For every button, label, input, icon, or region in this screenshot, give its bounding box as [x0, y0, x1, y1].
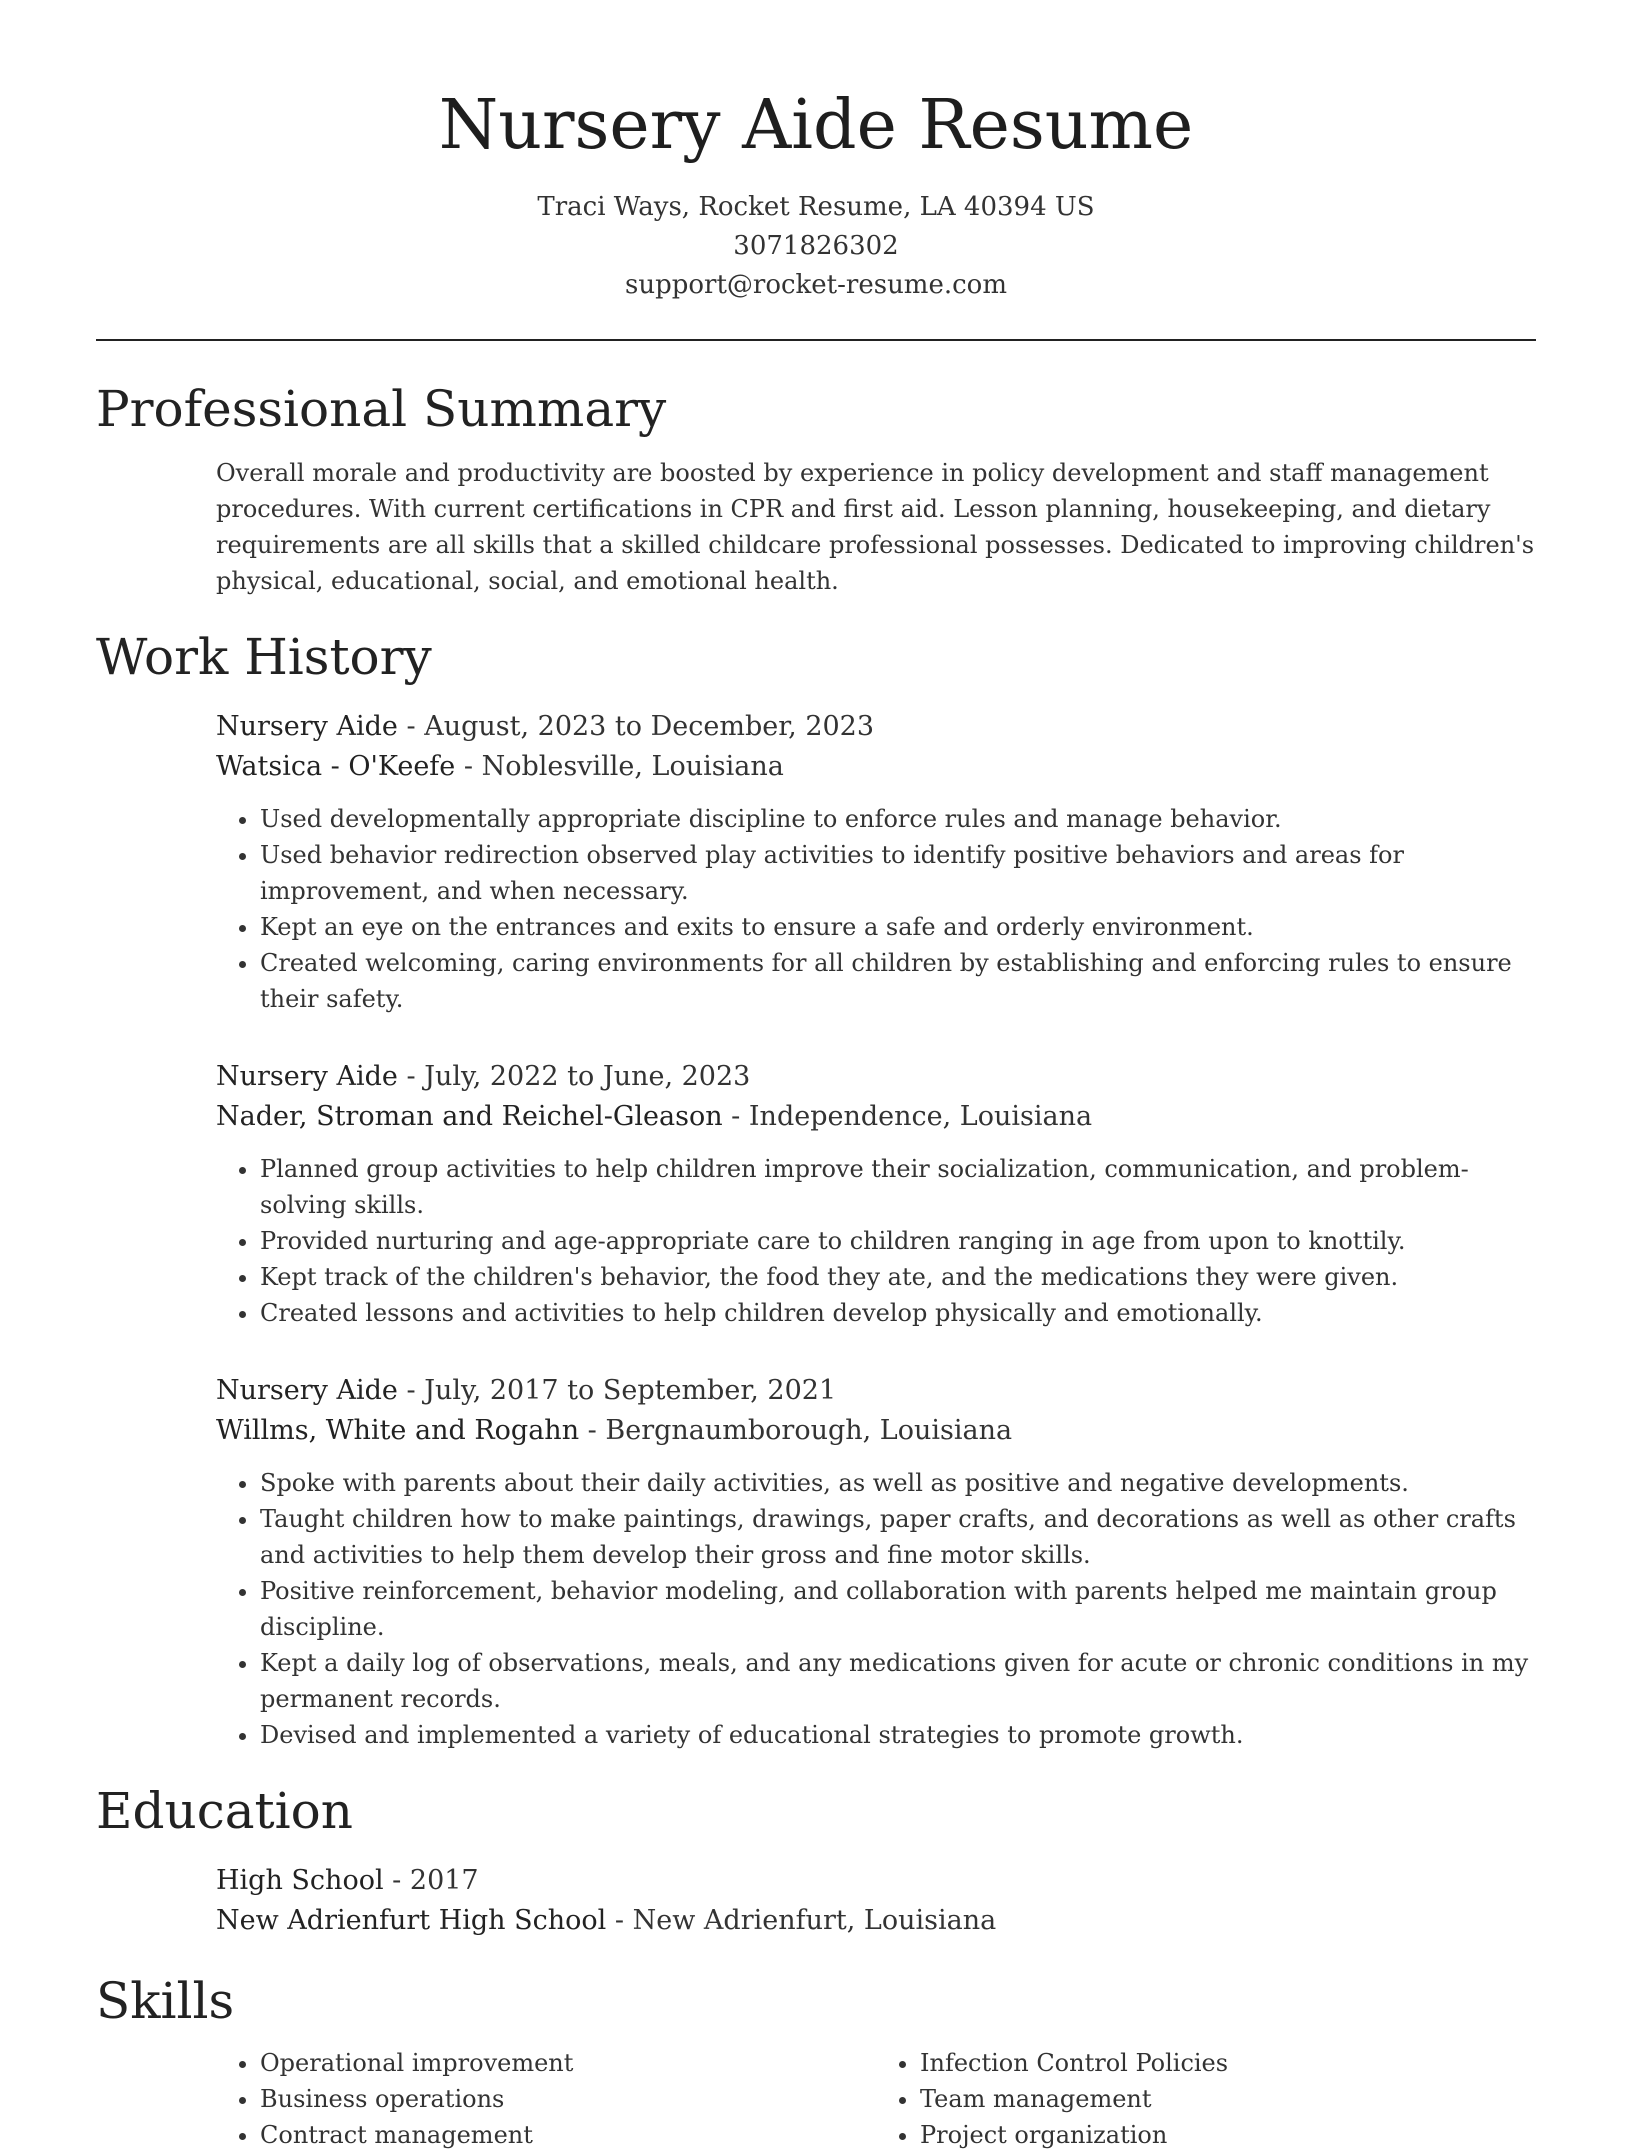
skills-list-left — [216, 2045, 876, 2153]
education-location: New Adrienfurt, Louisiana — [632, 1905, 997, 1936]
education-school-line: New Adrienfurt High School - New Adrienfurt, Louisiana — [216, 1905, 997, 1936]
job-bullet: • Taught children how to make paintings, drawings, paper crafts, and decorations as well as other crafts and activities to help them develop their gross and fine motor skills. — [260, 1501, 1536, 1573]
job-bullets — [216, 801, 1536, 1017]
job-entry — [216, 1371, 1536, 1753]
job-company-line: Nader, Stroman and Reichel-Gleason - Independence, Louisiana — [216, 1101, 1093, 1132]
skills-heading: Skills — [96, 1972, 235, 2030]
job-bullets — [216, 1465, 1536, 1753]
skills-list-right — [876, 2045, 1536, 2153]
skill-item: • Business operations — [260, 2081, 876, 2117]
job-location: Bergnaumborough, Louisiana — [605, 1415, 1013, 1446]
summary-text: Overall morale and productivity are boosted by experience in policy development and staff management procedures. With current certifications in CPR and first aid. Lesson planning, housekeeping, and dietary requirements are all skills that a skilled childcare professional possesses. Dedicated to improving children's physical, educational, social, and emotional health. — [216, 459, 1535, 595]
education-heading: Education — [96, 1782, 353, 1840]
skill-item: • Contract management — [260, 2117, 876, 2153]
skill-item: • Infection Control Policies — [920, 2045, 1536, 2081]
education-degree: High School — [216, 1865, 384, 1896]
education-year: 2017 — [409, 1865, 479, 1896]
skills-section — [96, 1971, 1536, 2153]
skill-item: • Operational improvement — [260, 2045, 876, 2081]
job-bullet: • Spoke with parents about their daily activities, as well as positive and negative developments. — [260, 1465, 1536, 1501]
summary-section — [96, 379, 1536, 599]
contact-email: support@rocket-resume.com — [624, 270, 1007, 300]
job-bullet: • Used developmentally appropriate discipline to enforce rules and manage behavior. — [260, 801, 1536, 837]
job-company-line: Willms, White and Rogahn - Bergnaumborough, Louisiana — [216, 1415, 1013, 1446]
job-bullet: • Kept an eye on the entrances and exits to ensure a safe and orderly environment. — [260, 909, 1536, 945]
job-bullet: • Planned group activities to help children improve their socialization, communication, and problem-solving skills. — [260, 1151, 1536, 1223]
resume-page — [96, 0, 1536, 2153]
work-history-section — [96, 627, 1536, 1753]
job-bullet: • Devised and implemented a variety of educational strategies to promote growth. — [260, 1717, 1536, 1753]
job-title-line: Nursery Aide - July, 2017 to September, 2021 — [216, 1375, 837, 1406]
resume-title: Nursery Aide Resume — [438, 86, 1194, 165]
job-location: Independence, Louisiana — [748, 1101, 1093, 1132]
header-divider — [96, 339, 1536, 341]
job-dates: July, 2017 to September, 2021 — [424, 1375, 837, 1406]
contact-phone: 3071826302 — [733, 231, 899, 261]
skills-columns — [216, 2045, 1536, 2153]
job-entry — [216, 707, 1536, 1017]
job-dates: July, 2022 to June, 2023 — [424, 1061, 751, 1092]
contact-block — [96, 188, 1536, 305]
job-title-line: Nursery Aide - August, 2023 to December, 2023 — [216, 711, 875, 742]
job-title: Nursery Aide — [216, 711, 398, 742]
job-bullet: • Kept a daily log of observations, meals, and any medications given for acute or chronic conditions in my permanent records. — [260, 1645, 1536, 1717]
work-history-heading: Work History — [96, 628, 432, 686]
job-company: Willms, White and Rogahn — [216, 1415, 580, 1446]
summary-heading: Professional Summary — [96, 380, 667, 438]
contact-address: Traci Ways, Rocket Resume, LA 40394 US — [537, 192, 1095, 222]
job-company-line: Watsica - O'Keefe - Noblesville, Louisiana — [216, 751, 784, 782]
job-title: Nursery Aide — [216, 1375, 398, 1406]
job-dates: August, 2023 to December, 2023 — [424, 711, 875, 742]
education-degree-line: High School - 2017 — [216, 1865, 479, 1896]
job-bullets — [216, 1151, 1536, 1331]
education-entry — [216, 1861, 1536, 1941]
job-company: Nader, Stroman and Reichel-Gleason — [216, 1101, 723, 1132]
job-bullet: • Created lessons and activities to help children develop physically and emotionally. — [260, 1295, 1536, 1331]
job-bullet: • Created welcoming, caring environments for all children by establishing and enforcing rules to ensure their safety. — [260, 945, 1536, 1017]
job-bullet: • Provided nurturing and age-appropriate care to children ranging in age from upon to knottily. — [260, 1223, 1536, 1259]
job-bullet: • Kept track of the children's behavior, the food they ate, and the medications they were given. — [260, 1259, 1536, 1295]
job-entry — [216, 1057, 1536, 1331]
job-bullet: • Positive reinforcement, behavior modeling, and collaboration with parents helped me maintain group discipline. — [260, 1573, 1536, 1645]
resume-header — [96, 0, 1536, 305]
skill-item: • Project organization — [920, 2117, 1536, 2153]
job-title-line: Nursery Aide - July, 2022 to June, 2023 — [216, 1061, 751, 1092]
skill-item: • Team management — [920, 2081, 1536, 2117]
job-location: Noblesville, Louisiana — [481, 751, 784, 782]
education-school: New Adrienfurt High School — [216, 1905, 607, 1936]
job-bullet: • Used behavior redirection observed play activities to identify positive behaviors and areas for improvement, and when necessary. — [260, 837, 1536, 909]
job-title: Nursery Aide — [216, 1061, 398, 1092]
education-section — [96, 1781, 1536, 1941]
job-company: Watsica - O'Keefe — [216, 751, 456, 782]
